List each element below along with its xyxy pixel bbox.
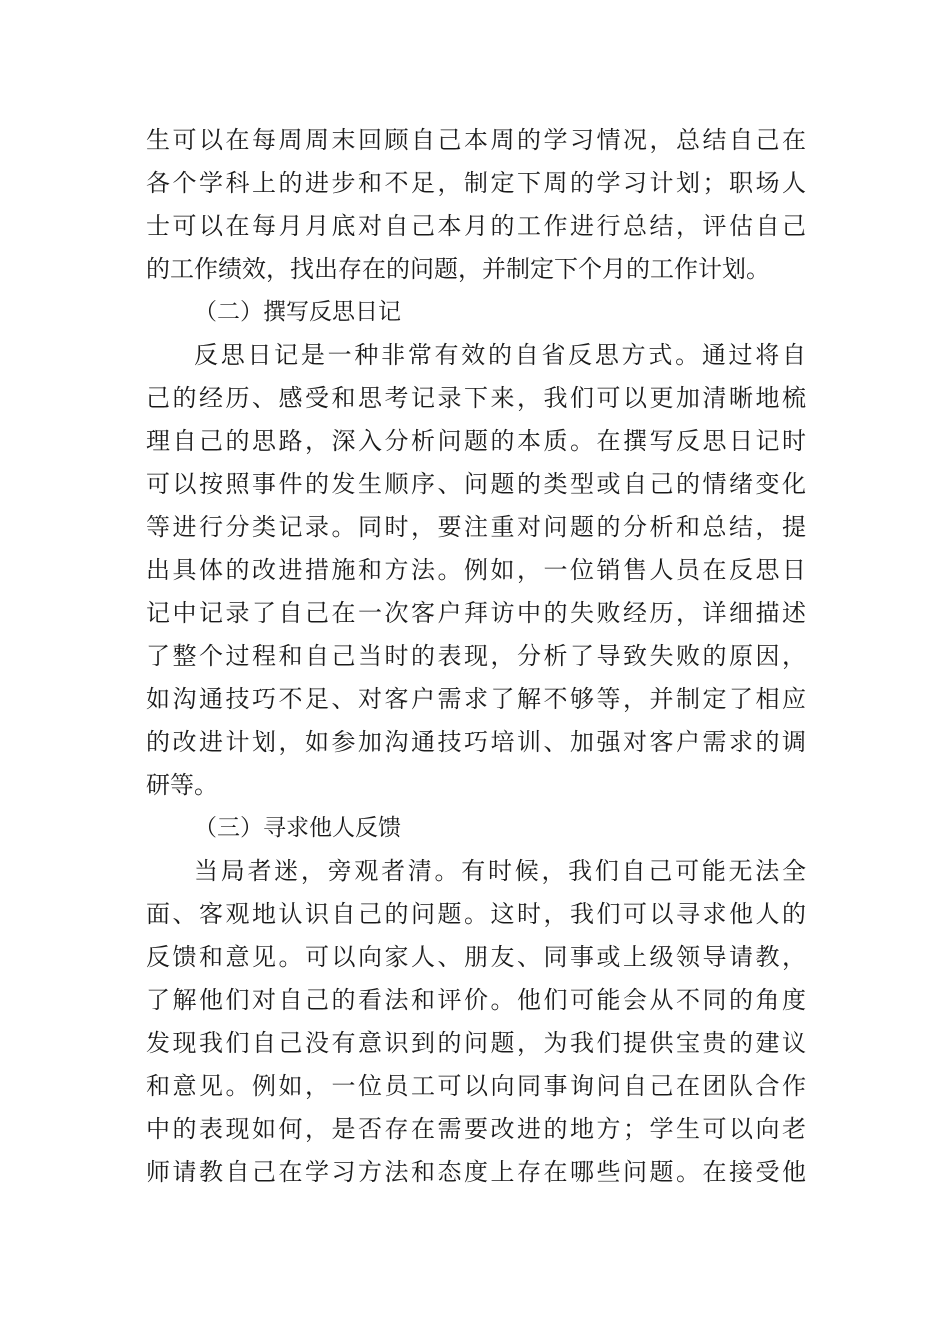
body-line: 和意见。例如，一位员工可以向同事询问自己在团队合作 xyxy=(146,1072,806,1100)
body-line: 己的经历、感受和思考记录下来，我们可以更加清晰地梳 xyxy=(146,384,806,412)
body-line: 各个学科上的进步和不足，制定下周的学习计划；职场人 xyxy=(146,169,806,197)
body-line: 研等。 xyxy=(146,771,218,799)
body-line: 的工作绩效，找出存在的问题，并制定下个月的工作计划。 xyxy=(146,255,770,283)
section-heading: （二）撰写反思日记 xyxy=(194,299,401,325)
body-line: 反馈和意见。可以向家人、朋友、同事或上级领导请教， xyxy=(146,943,806,971)
body-line: 中的表现如何，是否存在需要改进的地方；学生可以向老 xyxy=(146,1115,806,1143)
body-line: 可以按照事件的发生顺序、问题的类型或自己的情绪变化 xyxy=(146,470,806,498)
body-line: 师请教自己在学习方法和态度上存在哪些问题。在接受他 xyxy=(146,1158,806,1186)
body-line: 了解他们对自己的看法和评价。他们可能会从不同的角度 xyxy=(146,986,806,1014)
body-line: 士可以在每月月底对自己本月的工作进行总结，评估自己 xyxy=(146,212,806,240)
body-line: 了整个过程和自己当时的表现，分析了导致失败的原因， xyxy=(146,642,806,670)
body-line: 等进行分类记录。同时，要注重对问题的分析和总结，提 xyxy=(146,513,806,541)
paragraph-first-line: 当局者迷，旁观者清。有时候，我们自己可能无法全 xyxy=(194,857,806,885)
body-line: 记中记录了自己在一次客户拜访中的失败经历，详细描述 xyxy=(146,599,806,627)
body-line: 如沟通技巧不足、对客户需求了解不够等，并制定了相应 xyxy=(146,685,806,713)
body-line: 生可以在每周周末回顾自己本周的学习情况，总结自己在 xyxy=(146,126,806,154)
body-line: 出具体的改进措施和方法。例如，一位销售人员在反思日 xyxy=(146,556,806,584)
body-line: 发现我们自己没有意识到的问题，为我们提供宝贵的建议 xyxy=(146,1029,806,1057)
body-line: 理自己的思路，深入分析问题的本质。在撰写反思日记时 xyxy=(146,427,806,455)
body-line: 面、客观地认识自己的问题。这时，我们可以寻求他人的 xyxy=(146,900,806,928)
paragraph-first-line: 反思日记是一种非常有效的自省反思方式。通过将自 xyxy=(194,341,806,369)
body-line: 的改进计划，如参加沟通技巧培训、加强对客户需求的调 xyxy=(146,728,806,756)
section-heading: （三）寻求他人反馈 xyxy=(194,815,401,841)
